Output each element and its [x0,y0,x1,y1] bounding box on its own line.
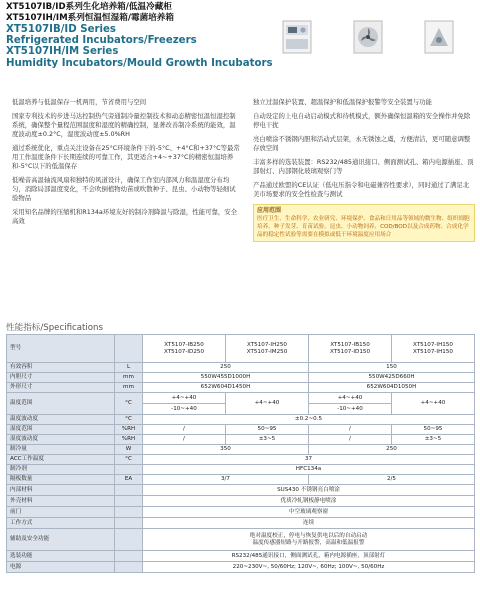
row-label: 湿度范围 [7,425,115,435]
features-left-column [12,98,242,231]
table-row [7,383,475,393]
features-right-column [253,98,475,242]
value-cell: 652W604D1450H [143,383,309,393]
en-title-line-3: XT5107IH/IM Series [6,46,119,58]
value-cell: 550W425D660H [309,373,475,383]
value-cell: +4~+40 [143,393,225,404]
value-cell: 3/7 [143,475,309,485]
table-row [7,529,475,551]
cn-title-line-2: XT5107IH/IM系列恒温恒湿箱/霉菌培养箱 [6,13,174,23]
value-cell: ±3~5 [392,435,475,445]
table-row [7,393,475,415]
application-text: 医疗卫生、生命科学、农业研究、环境保护、食品和日用品等领域的微生物、组织细胞培养、种子发芽、育苗试验、昆虫、小动物饲养、COD/BOD以及合成药物、合成化学品的稳定性试验等需要在模拟或低干环境温度应用场合 [257,216,470,238]
unit-cell: EA [115,475,143,485]
table-row [7,465,475,475]
en-title-line-2: Refrigerated Incubators/Freezers [6,35,197,47]
table-row [7,507,475,518]
feature-text: 低噪音高温轴流风扇和独特的风道设计，确保工作室内部风力和温湿度分布均匀，消除局部温度变化，不会吹倒植物幼苗或吹散种子、昆虫、小动物等轻细试验物品 [12,176,236,202]
application-box [253,204,475,242]
value-cell: -10~+40 [337,406,363,412]
value-cell: HFC134a [143,465,475,475]
row-label: 温度波动度 [7,415,115,425]
table-row [7,551,475,562]
unit-cell: °C [115,455,143,465]
value-cell: 50~95 [392,425,475,435]
unit-cell: %RH [115,435,143,445]
value-cell: / [309,425,392,435]
value-cell: SUS430 不锈钢亮白喷涂 [143,485,475,496]
row-label: 型号 [7,335,115,363]
value-cell: 37 [143,455,475,465]
table-row [7,562,475,573]
accessory-thumbnails [262,2,474,72]
cn-title-line-1: XT5107IB/ID系列生化培养箱/低温冷藏柜 [6,2,172,12]
model-cell: XT5107-IH150 XT5107-IH150 [392,335,475,363]
feature-text: 产品通过欧盟的CE认证（低电压指令和电磁兼容性要求），同时通过了满足北美市场要求的安全性检查与测试 [253,181,470,198]
value-cell: 2/5 [309,475,475,485]
table-row [7,445,475,455]
table-row [7,455,475,465]
model-cell: XT5107-IB150 XT5107-ID150 [309,335,392,363]
value-cell: 220~230V~, 50/60Hz; 120V~, 60Hz; 100V~, 50/60Hz [143,562,475,573]
fan-thumbnail [353,20,383,54]
value-cell: 150 [309,363,475,373]
value-cell: 温度传感器短路与开路报警，高温和低温报警 [252,539,365,546]
feature-text: 丰富多样的选装装置：RS232/485通讯接口、侧面测试孔、箱内电源插座、顶部射灯、内部钢化玻璃观察门等 [253,158,474,175]
value-cell: RS232/485通讯接口，侧面测试孔，箱内电源插座，顶部射灯 [143,551,475,562]
value-cell: +4~+40 [392,393,475,415]
value-cell: ±3~5 [226,435,309,445]
value-cell: 550W455D1000H [143,373,309,383]
unit-cell: °C [115,415,143,425]
unit-cell: %RH [115,425,143,435]
unit-cell: W [115,445,143,455]
feature-text: 低温培养与低温保存一机两用，节省费用与空间 [12,98,147,106]
row-label: ACC工作温度 [7,455,115,465]
unit-cell: mm [115,373,143,383]
value-cell: +4~+40 [226,393,309,415]
row-label: 内部材料 [7,485,115,496]
value-cell: 连续 [143,518,475,529]
table-row [7,485,475,496]
value-cell: 50~95 [226,425,309,435]
table-row [7,425,475,435]
value-cell: / [143,425,226,435]
value-cell: ±0.2~0.5 [143,415,475,425]
row-label: 外壳材料 [7,496,115,507]
value-cell: +4~+40 [309,393,391,404]
row-label: 选装功能 [7,551,115,562]
value-cell: 250 [143,363,309,373]
row-label: 制冷量 [7,445,115,455]
row-label: 辅助及安全功能 [7,529,115,551]
feature-text: 采用知名品牌的压缩机和R134a环境友好的制冷剂降温与除湿，性能可靠，安全高效 [12,208,238,225]
table-row [7,518,475,529]
table-row [7,335,475,363]
shelf-bracket-thumbnail [424,20,454,54]
model-cell: XT5107-IB250 XT5107-ID250 [143,335,226,363]
row-label: 湿度波动度 [7,435,115,445]
row-label: 有效容积 [7,363,115,373]
value-cell: -10~+40 [171,406,197,412]
feature-text: 自动设定的上电自动启动模式和待机模式，额外确保恒温箱的安全操作并免除停电干扰 [253,112,471,129]
value-cell: 350 [143,445,309,455]
en-title-line-4: Humidity Incubators/Mould Growth Incubators [6,57,273,69]
feature-text: 亮白喷涂不锈钢内胆和活动式层架，永无锈蚀之虞，方便清洁，更可随意调整存放空间 [253,135,471,152]
table-row [7,363,475,373]
row-label: 电源 [7,562,115,573]
model-cell: XT5107-IH250 XT5107-IM250 [226,335,309,363]
row-label: 工作方式 [7,518,115,529]
row-label: 制冷剂 [7,465,115,475]
value-cell: / [309,435,392,445]
table-row [7,415,475,425]
value-cell: / [143,435,226,445]
table-row [7,435,475,445]
value-cell: 绝对温度校正，停电与恢复供电以后的自动启动 [249,532,368,539]
row-label: 隔板数量 [7,475,115,485]
application-title: 应用范围 [257,207,282,214]
table-row [7,496,475,507]
unit-cell: L [115,363,143,373]
row-label: 前门 [7,507,115,518]
value-cell: 优质冷轧钢板静电喷涂 [143,496,475,507]
row-label: 温度范围 [7,393,115,415]
header [6,2,306,69]
en-title-line-1: XT5107IB/ID Series [6,24,116,35]
table-row [7,475,475,485]
spec-table [6,334,475,573]
spec-title: 性能指标/Specifications [6,323,103,333]
unit-cell: mm [115,383,143,393]
feature-text: 国家专利技术的步进马达控制热气旁通制冷量控制技术和动态精密恒温恒湿控制系统，确保整个量程范围温度和湿度的精确控制，显著改善制冷系统的能效，温度波动度±0.2°C，湿度波动度±5.0%RH [12,112,236,138]
row-label: 内胆尺寸 [7,373,115,383]
table-row [7,373,475,383]
feature-text: 通过系统优化，重点关注设备在25°C环境条件下的-5°C、+4°C和+37°C等最常用工作温度条件下长期连续的可靠工作，其更适合+4~+37°C的精密恒温培养和-5°C以下的低温保存 [12,144,240,170]
unit-cell: °C [115,393,143,415]
value-cell: 250 [309,445,475,455]
value-cell: 652W604D1050H [309,383,475,393]
value-cell: 中空玻璃观察窗 [143,507,475,518]
row-label: 外形尺寸 [7,383,115,393]
control-panel-thumbnail [282,20,312,54]
feature-text: 独立过温保护装置、超温保护和低温保护报警等安全装置与功能 [253,98,432,106]
